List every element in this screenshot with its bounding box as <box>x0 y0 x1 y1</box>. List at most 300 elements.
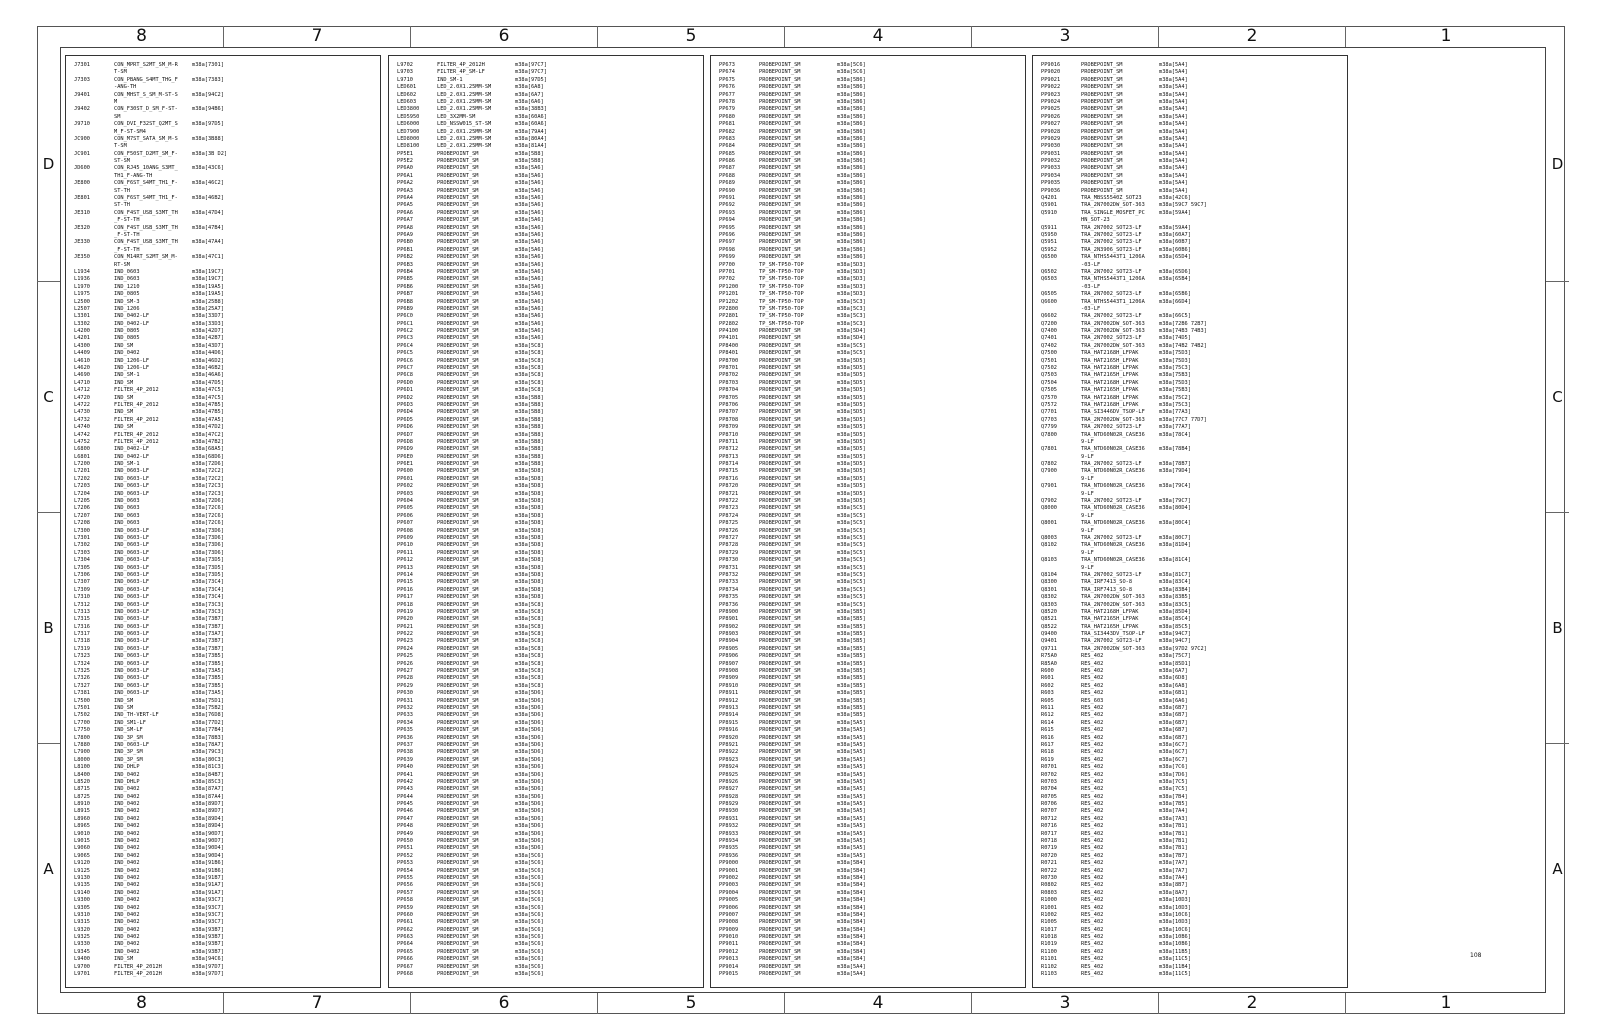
bom-row <box>74 77 376 84</box>
part-description: TRA_NTHS5443T1_1206A <box>1081 276 1145 283</box>
part-location: m38a[5D6] <box>515 823 544 830</box>
bom-row <box>1041 971 1343 978</box>
part-ref: PP8723 <box>719 505 739 512</box>
part-description: TRA_NTD60N02R_CASE36 <box>1081 542 1145 549</box>
part-ref: PP8920 <box>719 734 739 741</box>
bom-row <box>1041 254 1343 261</box>
part-location: m38a[90D7] <box>192 838 224 845</box>
bom-row <box>397 372 699 379</box>
part-ref: Q8103 <box>1041 557 1057 564</box>
bom-row <box>719 646 1021 653</box>
bom-row <box>397 232 699 239</box>
part-location: m38a[75B2] <box>192 704 224 711</box>
part-ref: PP9034 <box>1041 172 1061 179</box>
part-location: m38a[5B6] <box>837 195 866 202</box>
bom-row <box>719 409 1021 416</box>
bom-row <box>1041 395 1343 402</box>
part-location: m38a[5D5] <box>837 483 866 490</box>
bom-row <box>719 158 1021 165</box>
part-description: IND_0603-LF <box>114 668 150 675</box>
part-description: PROBEPOINT_SM <box>759 438 801 445</box>
part-ref: Q7501 <box>1041 357 1057 364</box>
part-location: m38a[7301] <box>192 62 224 68</box>
part-location: m38a[6B7] <box>1159 734 1188 741</box>
part-ref: J9710 <box>74 121 90 128</box>
bom-column-2 <box>388 55 704 988</box>
part-ref: R616 <box>1041 734 1054 741</box>
part-ref: R618 <box>1041 749 1054 756</box>
part-ref: R0802 <box>1041 882 1057 889</box>
bom-row <box>74 579 376 586</box>
part-ref: Q7802 <box>1041 461 1057 468</box>
bom-row <box>74 454 376 461</box>
part-ref: Q8300 <box>1041 579 1057 586</box>
bom-row <box>74 129 376 136</box>
part-location: m38a[5D8] <box>515 505 544 512</box>
part-ref: PP667 <box>397 963 413 970</box>
part-description: PROBEPOINT_SM <box>437 956 479 963</box>
part-ref: PP648 <box>397 823 413 830</box>
part-ref: Q7503 <box>1041 372 1057 379</box>
part-location: m38a[5B8] <box>515 424 544 431</box>
part-location: m38a[5D6] <box>515 793 544 800</box>
part-location: m38a[5D8] <box>515 571 544 578</box>
bom-row <box>74 121 376 128</box>
part-description: IND_0402 <box>114 941 140 948</box>
part-ref: PP621 <box>397 623 413 630</box>
bom-row <box>719 180 1021 187</box>
bom-row <box>397 941 699 948</box>
part-location: m38a[11C5] <box>1159 971 1191 978</box>
part-location: m38a[5A4] <box>837 971 866 978</box>
part-ref: R0720 <box>1041 852 1057 859</box>
bom-row <box>719 875 1021 882</box>
part-location: m38a[10B6] <box>1159 941 1191 948</box>
part-description: TP_SM-TP50-TOP <box>759 313 804 320</box>
part-description: PROBEPOINT_SM <box>759 113 801 120</box>
part-description: TH1_F-ANG-TH <box>114 172 153 179</box>
part-description: PROBEPOINT_SM <box>759 860 801 867</box>
part-ref: R0705 <box>1041 793 1057 800</box>
bom-row <box>719 151 1021 158</box>
bom-row <box>1041 631 1343 638</box>
part-description: PROBEPOINT_SM <box>437 808 479 815</box>
zone-label-3: 3 <box>971 26 1158 47</box>
part-ref: PP6A3 <box>397 187 413 194</box>
bom-row <box>397 772 699 779</box>
bom-row <box>74 372 376 379</box>
part-ref: PP8706 <box>719 401 739 408</box>
part-location: m38a[5C8] <box>515 653 544 660</box>
part-location: m38a[5D5] <box>837 372 866 379</box>
bom-row <box>397 84 699 91</box>
part-location: m38a[66C5] <box>1159 313 1191 320</box>
bom-row <box>719 395 1021 402</box>
bom-row <box>1041 306 1343 313</box>
part-description: PROBEPOINT_SM <box>437 365 479 372</box>
part-description: RES_402 <box>1081 793 1104 800</box>
part-ref: Q7572 <box>1041 401 1057 408</box>
bom-row <box>719 934 1021 941</box>
part-ref: L7203 <box>74 483 90 490</box>
part-description: M <box>114 98 118 105</box>
bom-row <box>719 912 1021 919</box>
part-ref: Q6600 <box>1041 298 1057 305</box>
bom-row <box>397 210 699 217</box>
bom-row <box>1041 232 1343 239</box>
part-ref: PP635 <box>397 727 413 734</box>
part-ref: PP9001 <box>719 867 739 874</box>
part-location: m38a[42D7] <box>192 328 224 335</box>
bom-row <box>397 173 699 180</box>
bom-row <box>74 572 376 579</box>
part-ref: PP9016 <box>1041 62 1061 68</box>
part-location: m38a[6B7] <box>1159 727 1188 734</box>
bom-row <box>74 668 376 675</box>
bom-row <box>1041 646 1343 653</box>
part-location: m38a[5B6] <box>837 113 866 120</box>
part-location: m38a[5C8] <box>515 350 544 357</box>
part-description: LED_2.0X1.25MM-SM <box>437 106 492 113</box>
part-location: m38a[5B5] <box>837 616 866 623</box>
part-ref: PP9025 <box>1041 106 1061 113</box>
part-location: m38a[5B4] <box>837 948 866 955</box>
part-ref <box>1041 454 1081 461</box>
part-location: m38a[47D4] <box>192 209 224 216</box>
part-ref: PP8732 <box>719 571 739 578</box>
part-ref: JC901 <box>74 150 90 157</box>
part-ref: L8725 <box>74 793 90 800</box>
part-ref: PP9035 <box>1041 180 1061 187</box>
part-ref: PP8704 <box>719 387 739 394</box>
part-ref: PP687 <box>719 165 735 172</box>
part-location: m38a[11C5] <box>1159 956 1191 963</box>
part-description: TRA_2N7002_SOT23-LF <box>1081 268 1142 275</box>
part-description: PROBEPOINT_SM <box>759 468 801 475</box>
bom-row <box>74 653 376 660</box>
bom-row <box>719 417 1021 424</box>
bom-row <box>74 882 376 889</box>
part-location: m38a[72C2] <box>192 475 224 482</box>
part-location: m38a[80C4] <box>1159 520 1191 527</box>
bom-row <box>74 476 376 483</box>
part-ref: Q5952 <box>1041 246 1057 253</box>
part-description: PROBEPOINT_SM <box>759 475 801 482</box>
part-location: m38a[5C8] <box>515 668 544 675</box>
zone-label-C: C <box>37 281 60 512</box>
bom-row <box>719 661 1021 668</box>
part-description: PROBEPOINT_SM <box>759 446 801 453</box>
part-description: RES_402 <box>1081 941 1104 948</box>
bom-row <box>397 875 699 882</box>
part-location: m38a[5D5] <box>837 453 866 460</box>
part-description: PROBEPOINT_SM <box>437 431 479 438</box>
part-ref: L9060 <box>74 845 90 852</box>
part-ref <box>1041 476 1081 483</box>
part-description: PROBEPOINT_SM <box>759 84 801 91</box>
part-ref: PP649 <box>397 830 413 837</box>
part-location: m38a[5A5] <box>837 786 866 793</box>
bom-row <box>1041 262 1343 269</box>
part-location: m38a[5C6] <box>515 904 544 911</box>
bom-row <box>74 690 376 697</box>
part-description: TRA_2N7002_SOT23-LF <box>1081 231 1142 238</box>
part-location: m38a[81C7] <box>1159 571 1191 578</box>
bom-row <box>719 69 1021 76</box>
bom-row <box>74 565 376 572</box>
part-location: m38a[5B6] <box>837 217 866 224</box>
bom-row <box>74 868 376 875</box>
part-ref <box>1041 306 1081 313</box>
part-ref: LED7900 <box>397 128 420 135</box>
part-description: PROBEPOINT_SM <box>437 453 479 460</box>
part-ref: R0719 <box>1041 845 1057 852</box>
part-description: IND_0402 <box>114 897 140 904</box>
part-location: m38a[80D4] <box>1159 505 1191 512</box>
part-ref: PP668 <box>397 971 413 978</box>
part-location: m38a[5D8] <box>515 483 544 490</box>
bom-row <box>397 365 699 372</box>
part-ref: PP701 <box>719 268 735 275</box>
part-description: PROBEPOINT_SM <box>437 645 479 652</box>
bom-row <box>397 217 699 224</box>
part-description: PROBEPOINT_SM <box>1081 172 1123 179</box>
part-description: RES_402 <box>1081 971 1104 978</box>
bom-row <box>74 321 376 328</box>
zone-ruler-left <box>37 47 60 993</box>
part-location: m38a[5D4] <box>837 328 866 335</box>
part-description: RES_402 <box>1081 712 1104 719</box>
part-location: m38a[77B4] <box>192 727 224 734</box>
bom-row <box>74 587 376 594</box>
part-ref: PP9031 <box>1041 150 1061 157</box>
part-ref: PP631 <box>397 697 413 704</box>
bom-row <box>74 151 376 158</box>
part-description: PROBEPOINT_SM <box>437 815 479 822</box>
part-description: PROBEPOINT_SM <box>759 461 801 468</box>
bom-row <box>719 868 1021 875</box>
part-ref: PP8733 <box>719 579 739 586</box>
bom-row <box>74 764 376 771</box>
part-ref: L6801 <box>74 453 90 460</box>
zone-label-5: 5 <box>597 26 784 47</box>
bom-row <box>1041 335 1343 342</box>
part-ref: PP8932 <box>719 823 739 830</box>
part-ref: PP692 <box>719 202 735 209</box>
part-location: m38a[75D3] <box>1159 350 1191 357</box>
part-description: IND_0603-LF <box>114 468 150 475</box>
part-ref: PP679 <box>719 106 735 113</box>
bom-row <box>397 299 699 306</box>
bom-row <box>719 225 1021 232</box>
part-location: m38a[74B3 74B3] <box>1159 328 1207 335</box>
bom-row <box>1041 845 1343 852</box>
part-location: m38a[5D8] <box>515 586 544 593</box>
part-description: TRA_HAT2165H_LFPAK <box>1081 372 1139 379</box>
bom-row <box>74 964 376 971</box>
part-location: m38a[60A6] <box>515 121 547 128</box>
part-description: PROBEPOINT_SM <box>759 749 801 756</box>
bom-row <box>74 365 376 372</box>
bom-row <box>1041 380 1343 387</box>
part-description: FILTER_4P_2012 <box>114 431 159 438</box>
part-location: m38a[11B5] <box>1159 948 1191 955</box>
bom-row <box>1041 808 1343 815</box>
part-description: PROBEPOINT_SM <box>1081 62 1123 68</box>
part-location: m38a[5D3] <box>837 261 866 268</box>
part-ref: LED6000 <box>397 121 420 128</box>
part-ref: PP603 <box>397 490 413 497</box>
part-location: m38a[84B7] <box>192 771 224 778</box>
part-description: PROBEPOINT_SM <box>759 209 801 216</box>
part-ref: Q7801 <box>1041 446 1057 453</box>
bom-row <box>397 402 699 409</box>
bom-row <box>719 653 1021 660</box>
part-ref: L7501 <box>74 704 90 711</box>
bom-row <box>1041 121 1343 128</box>
bom-row <box>1041 528 1343 535</box>
bom-row <box>719 749 1021 756</box>
part-location: m38a[73C3] <box>192 608 224 615</box>
part-description: PROBEPOINT_SM <box>759 564 801 571</box>
part-description: HN_SOT-23 <box>1081 217 1110 224</box>
part-ref: R1019 <box>1041 941 1057 948</box>
part-location: m38a[5C5] <box>837 520 866 527</box>
part-ref: PP688 <box>719 172 735 179</box>
part-ref: PP6D2 <box>397 394 413 401</box>
bom-row <box>397 195 699 202</box>
bom-row <box>397 99 699 106</box>
bom-row <box>719 572 1021 579</box>
part-ref: PP6A4 <box>397 195 413 202</box>
part-ref: L7200 <box>74 461 90 468</box>
part-location: m38a[5D6] <box>515 756 544 763</box>
part-description: PROBEPOINT_SM <box>437 187 479 194</box>
bom-row <box>397 808 699 815</box>
part-location: m38a[5D5] <box>837 446 866 453</box>
part-location: m38a[5B5] <box>837 638 866 645</box>
bom-row <box>74 949 376 956</box>
part-location: m38a[5D6] <box>515 830 544 837</box>
part-description: IND_0402 <box>114 771 140 778</box>
bom-row <box>719 764 1021 771</box>
part-ref: Q8522 <box>1041 623 1057 630</box>
part-description: PROBEPOINT_SM <box>437 838 479 845</box>
part-ref: PP620 <box>397 616 413 623</box>
part-ref: R0706 <box>1041 801 1057 808</box>
bom-row <box>397 757 699 764</box>
part-description: PROBEPOINT_SM <box>759 815 801 822</box>
part-ref: Q7400 <box>1041 328 1057 335</box>
part-description: FILTER_4P_2012H <box>114 963 162 970</box>
part-ref: PP659 <box>397 904 413 911</box>
bom-row <box>719 468 1021 475</box>
part-location: m38a[75C3] <box>1159 365 1191 372</box>
part-location: m38a[73C4] <box>192 586 224 593</box>
part-description: IND_3P_SM <box>114 749 143 756</box>
part-description: IND_0402 <box>114 808 140 815</box>
bom-row <box>1041 409 1343 416</box>
part-description: PROBEPOINT_SM <box>1081 113 1123 120</box>
part-location: m38a[7D6] <box>1159 771 1188 778</box>
bom-row <box>74 210 376 217</box>
part-description: PROBEPOINT_SM <box>437 764 479 771</box>
part-description: PROBEPOINT_SM <box>437 963 479 970</box>
bom-row <box>74 195 376 202</box>
part-ref: PP674 <box>719 69 735 76</box>
part-location: m38a[5A6] <box>515 246 544 253</box>
part-description: PROBEPOINT_SM <box>1081 69 1123 76</box>
part-description: PROBEPOINT_SM <box>437 882 479 889</box>
bom-row <box>397 129 699 136</box>
part-description: IND_SM <box>114 379 134 386</box>
part-description: PROBEPOINT_SM <box>759 579 801 586</box>
part-description: FILTER_4P_2012H <box>437 62 485 68</box>
part-ref: PP8924 <box>719 764 739 771</box>
part-location: m38a[5C6] <box>515 867 544 874</box>
part-location: m38a[5D5] <box>837 379 866 386</box>
part-ref: PP691 <box>719 195 735 202</box>
part-description: IND_0805 <box>114 328 140 335</box>
part-description: PROBEPOINT_SM <box>437 919 479 926</box>
part-description: RES_402 <box>1081 904 1104 911</box>
part-description: PROBEPOINT_SM <box>759 601 801 608</box>
part-description: PROBEPOINT_SM <box>437 616 479 623</box>
part-description: IND_0603-LF <box>114 527 150 534</box>
part-location: m38a[5B4] <box>837 882 866 889</box>
part-description: RES_402 <box>1081 771 1104 778</box>
part-location: m38a[5A5] <box>837 808 866 815</box>
part-description: PROBEPOINT_SM <box>437 948 479 955</box>
part-description: PROBEPOINT_SM <box>437 756 479 763</box>
part-description: PROBEPOINT_SM <box>437 830 479 837</box>
part-description: TRA_HAT2165H_LFPAK <box>1081 387 1139 394</box>
part-description: IND_0603-LF <box>114 623 150 630</box>
part-ref: PP656 <box>397 882 413 889</box>
part-ref: L7900 <box>74 749 90 756</box>
part-location: m38a[72C6] <box>192 505 224 512</box>
bom-row <box>1041 195 1343 202</box>
part-description: IND_0603-LF <box>114 490 150 497</box>
part-ref: Q5911 <box>1041 224 1057 231</box>
part-description: PROBEPOINT_SM <box>1081 76 1123 83</box>
part-location: m38a[19C7] <box>192 276 224 283</box>
bom-row <box>719 712 1021 719</box>
bom-row <box>397 801 699 808</box>
bom-row <box>1041 624 1343 631</box>
part-ref: PP651 <box>397 845 413 852</box>
part-ref: PP658 <box>397 897 413 904</box>
bom-row <box>397 468 699 475</box>
part-description: PROBEPOINT_SM <box>437 520 479 527</box>
part-location <box>192 262 252 269</box>
part-description: IND_SM-1 <box>114 461 140 468</box>
bom-row <box>719 794 1021 801</box>
bom-row <box>397 454 699 461</box>
part-description: 9-LF <box>1081 475 1094 482</box>
part-location: m38a[7B1] <box>1159 845 1188 852</box>
bom-row <box>397 92 699 99</box>
part-description: CON_PBANG_S4MT_THG_F <box>114 76 178 83</box>
part-location: m38a[5B5] <box>837 623 866 630</box>
part-ref: PP8904 <box>719 638 739 645</box>
part-description: PROBEPOINT_SM <box>437 675 479 682</box>
zone-ruler-top <box>60 26 1546 47</box>
part-location: m38a[5B4] <box>837 911 866 918</box>
part-ref: PP6B9 <box>397 305 413 312</box>
part-location: m38a[5B5] <box>837 645 866 652</box>
part-ref <box>74 69 114 76</box>
